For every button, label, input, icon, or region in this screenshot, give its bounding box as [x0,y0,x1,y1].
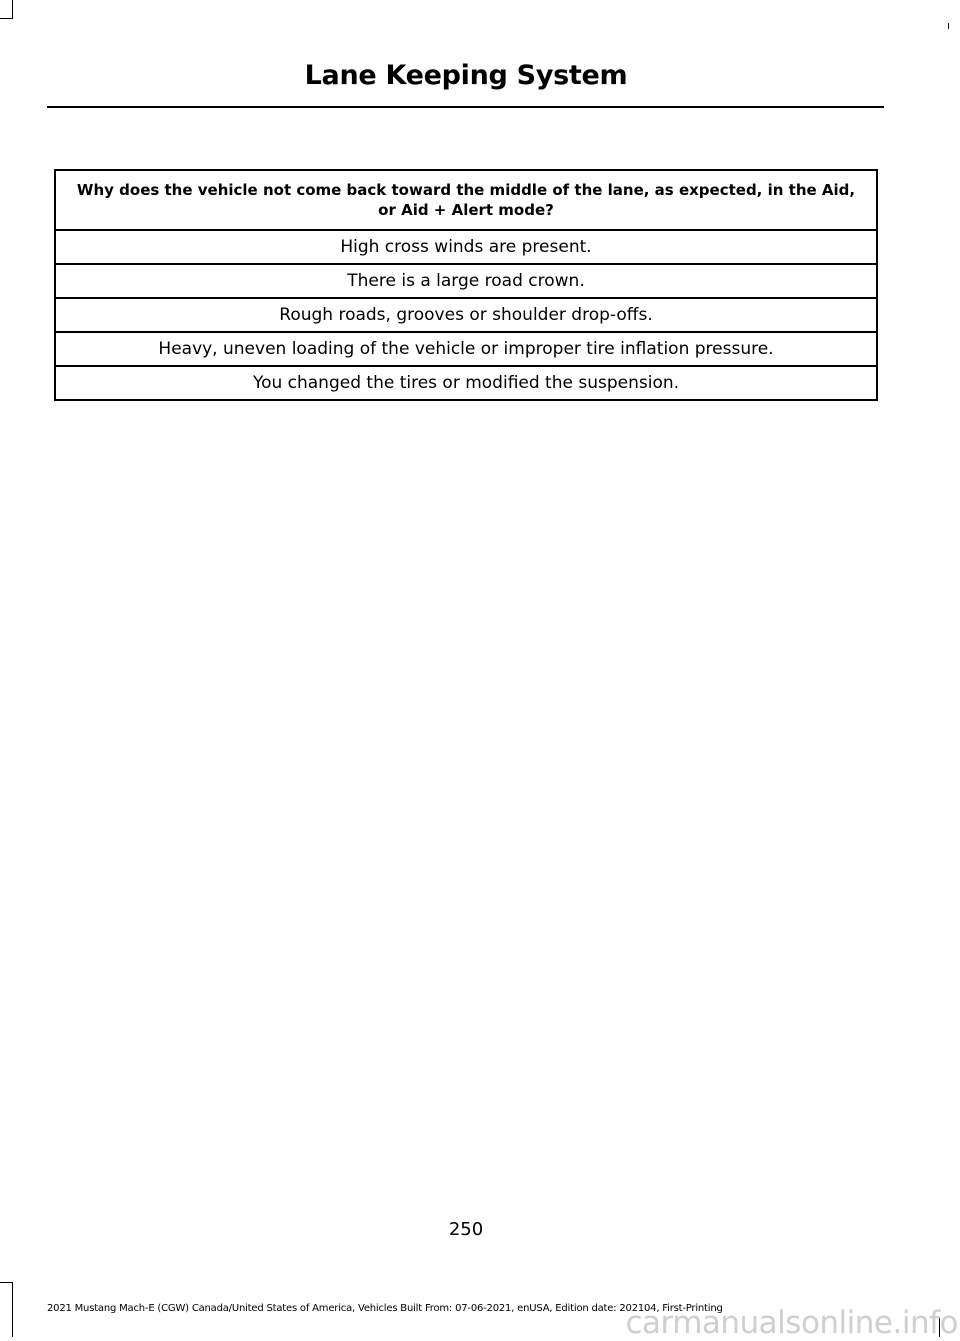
answer-cell: Heavy, uneven loading of the vehicle or improper tire inflation pressure. [55,332,877,366]
answer-cell: There is a large road crown. [55,264,877,298]
table-row [55,264,877,298]
header-divider [47,106,884,108]
table-row [55,332,877,366]
page-title: Lane Keeping System [304,60,628,91]
crop-mark-top-left-vertical [12,0,13,18]
answer-cell: Rough roads, grooves or shoulder drop-offs. [55,298,877,332]
table-header-row [55,170,877,230]
faq-table [54,169,878,401]
crop-mark-bottom-left-vertical [12,1282,13,1337]
crop-mark-top-right [948,23,949,29]
table-row [55,366,877,400]
table-row [55,298,877,332]
answer-cell: High cross winds are present. [55,230,877,264]
edition-footer: 2021 Mustang Mach-E (CGW) Canada/United States of America, Vehicles Built From: 07-06-2021, enUSA, Edition date: 202104, First-Printing [47,1303,723,1314]
crop-mark-top-left-horizontal [0,18,13,19]
question-header: Why does the vehicle not come back toward the middle of the lane, as expected, in the Aid, or Aid + Alert mode? [55,170,877,230]
page-number: 250 [448,1219,484,1240]
watermark: carmanualsonline.info [625,1305,958,1341]
table-row [55,230,877,264]
answer-cell: You changed the tires or modified the suspension. [55,366,877,400]
